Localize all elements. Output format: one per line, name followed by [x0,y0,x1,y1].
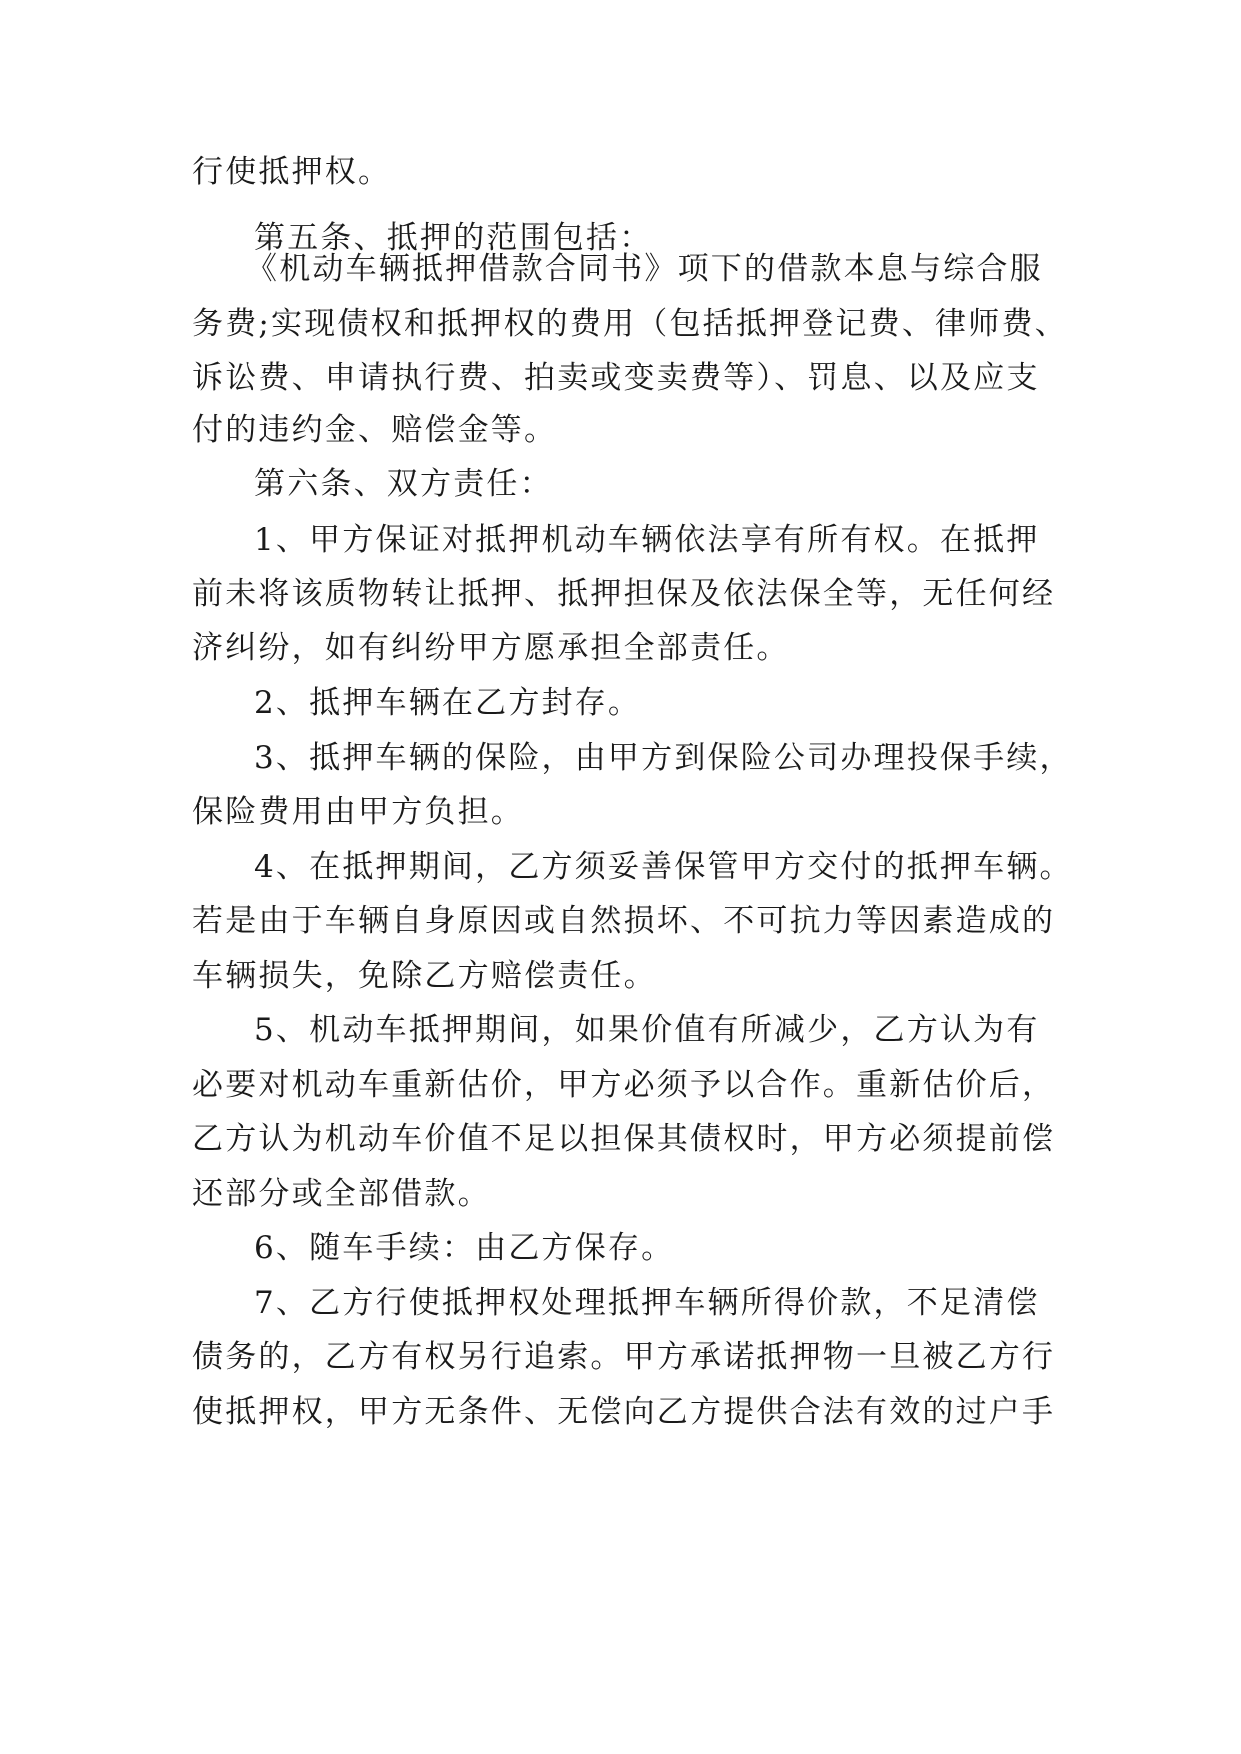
section-heading: 第六条、双方责任： [254,466,553,502]
text-line: 济纠纷，如有纠纷甲方愿承担全部责任。 [192,630,790,666]
section-heading: 第五条、抵押的范围包括： [254,220,653,256]
text-line: 使抵押权，甲方无条件、无偿向乙方提供合法有效的过户手 [192,1394,1056,1430]
text-line: 前未将该质物转让抵押、抵押担保及依法保全等，无任何经 [192,576,1056,612]
text-line: 3、抵押车辆的保险，由甲方到保险公司办理投保手续， [254,740,1073,776]
text-line: 4、在抵押期间，乙方须妥善保管甲方交付的抵押车辆。 [254,849,1073,885]
text-line: 《机动车辆抵押借款合同书》项下的借款本息与综合服 [246,251,1043,287]
text-line: 6、随车手续：由乙方保存。 [254,1230,675,1266]
text-line: 务费;实现债权和抵押权的费用（包括抵押登记费、律师费、 [192,306,1068,342]
text-line: 车辆损失，免除乙方赔偿责任。 [192,958,657,994]
text-line: 7、乙方行使抵押权处理抵押车辆所得价款，不足清偿 [254,1285,1040,1321]
text-line: 乙方认为机动车价值不足以担保其债权时，甲方必须提前偿 [192,1121,1056,1157]
text-line: 行使抵押权。 [192,154,392,190]
text-line: 5、机动车抵押期间，如果价值有所减少，乙方认为有 [254,1012,1040,1048]
text-line: 若是由于车辆自身原因或自然损坏、不可抗力等因素造成的 [192,903,1056,939]
text-line: 保险费用由甲方负担。 [192,794,524,830]
text-line: 还部分或全部借款。 [192,1176,491,1212]
text-line: 必要对机动车重新估价，甲方必须予以合作。重新估价后， [192,1067,1056,1103]
text-line: 诉讼费、申请执行费、拍卖或变卖费等）、罚息、以及应支 [192,360,1040,396]
text-line: 付的违约金、赔偿金等。 [192,412,558,448]
text-line: 债务的，乙方有权另行追索。甲方承诺抵押物一旦被乙方行 [192,1339,1056,1375]
text-line: 1、甲方保证对抵押机动车辆依法享有所有权。在抵押 [254,522,1040,558]
text-line: 2、抵押车辆在乙方封存。 [254,685,642,721]
